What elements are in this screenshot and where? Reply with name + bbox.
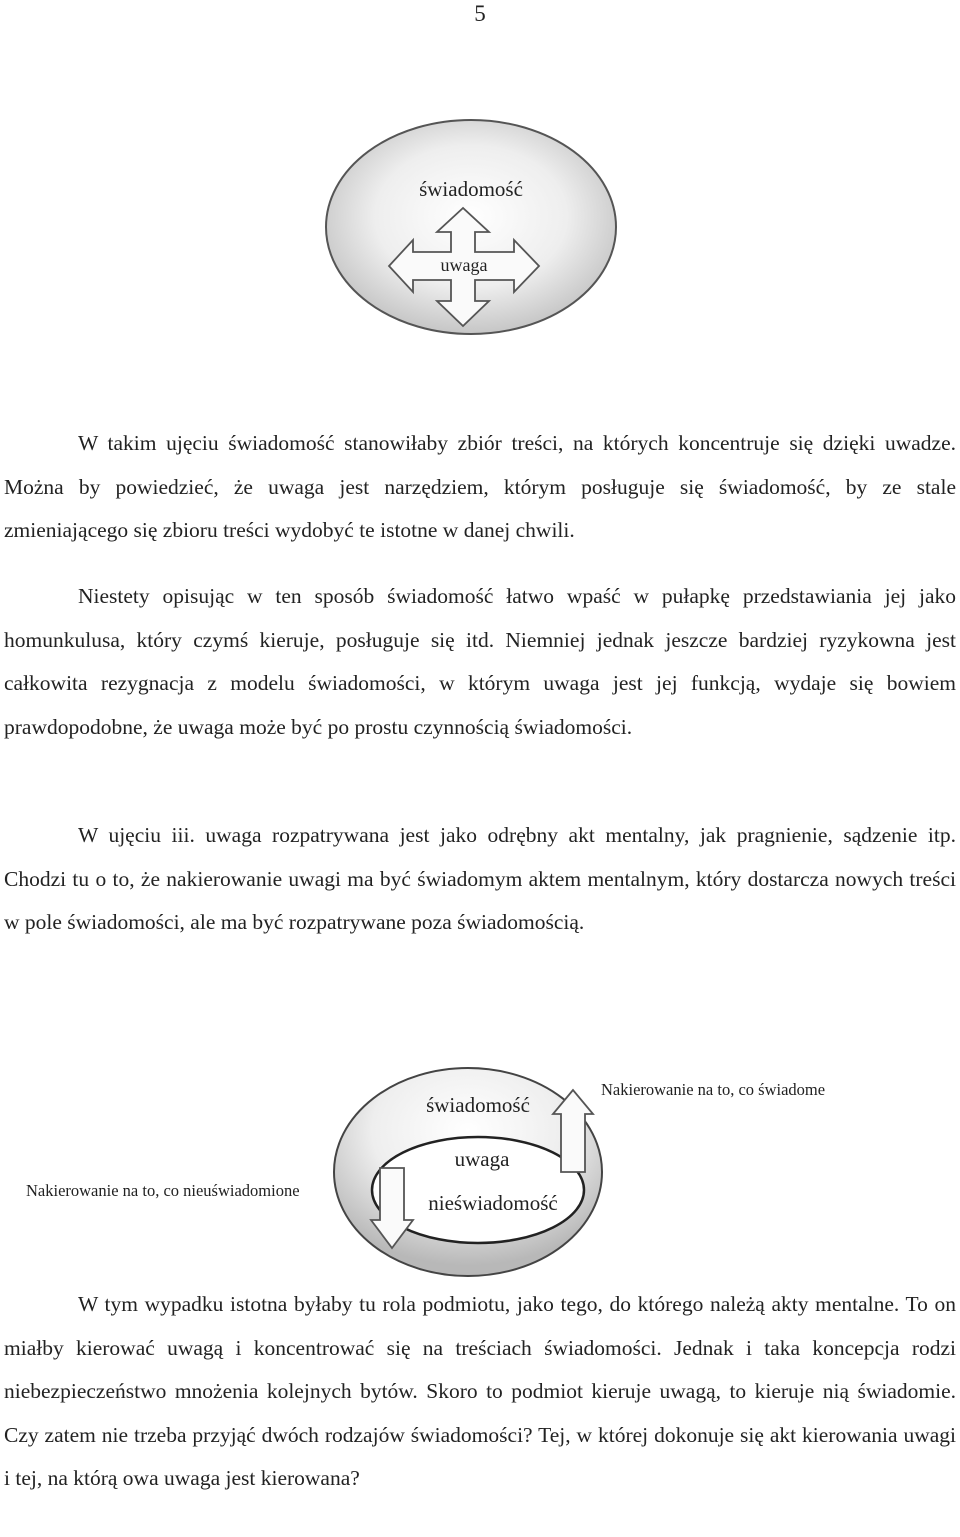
- paragraph-2: Niestety opisując w ten sposób świadomość łatwo wpaść w pułapkę przedstawiania jej jako homunkulusa, który czymś kieruje, posługuje się itd. Niemniej jednak jeszcze bardziej ryzykowna jest całkowita rezygnacja z modelu świadomości, w którym uwaga jest jej funkcją, wydaje się bowiem prawdopodobne, że uwaga może być po prostu czynnością świadomości.: [4, 584, 956, 739]
- paragraph-1: W takim ujęciu świadomość stanowiłaby zbiór treści, na których koncentruje się dzięki uwadze. Można by powiedzieć, że uwaga jest narzędziem, którym posługuje się świadomość, by ze stale zmieniającego się zbioru treści wydobyć te istotne w danej chwili.: [4, 431, 956, 542]
- right-caption: Nakierowanie na to, co świadome: [601, 1080, 826, 1099]
- paragraph-4: W tym wypadku istotna byłaby tu rola podmiotu, jako tego, do którego należą akty mentalne. To on miałby kierować uwagą i koncentrować się na treściach świadomości. Jednak i taka koncepcja rodzi niebezpieczeństwo mnożenia kolejnych bytów. Skoro to podmiot kieruje uwagą, to kieruje nią świadomie. Czy zatem nie trzeba przyjąć dwóch rodzajów świadomości? Tej, w której dokonuje się akt kierowania uwagi i tej, na którą owa uwaga jest kierowana?: [4, 1292, 956, 1490]
- diagram-attention-in-consciousness: [0, 120, 960, 340]
- diagram2-outer-label: świadomość: [426, 1093, 530, 1117]
- diagram1-outer-label: świadomość: [419, 177, 523, 201]
- diagram-attention-as-act: [0, 1060, 960, 1275]
- diagram2-inner-bottom-label: nieświadomość: [428, 1191, 558, 1215]
- diagram2-inner-top-label: uwaga: [454, 1147, 510, 1171]
- left-caption: Nakierowanie na to, co nieuświadomione: [26, 1181, 300, 1200]
- page-number: 5: [474, 1, 486, 26]
- paragraph-3: W ujęciu iii. uwaga rozpatrywana jest jako odrębny akt mentalny, jak pragnienie, sądzenie itp. Chodzi tu o to, że nakierowanie uwagi ma być świadomym aktem mentalnym, który dostarcza nowych treści w pole świadomości, ale ma być rozpatrywane poza świadomością.: [4, 823, 956, 934]
- diagram1-inner-label: uwaga: [440, 255, 488, 275]
